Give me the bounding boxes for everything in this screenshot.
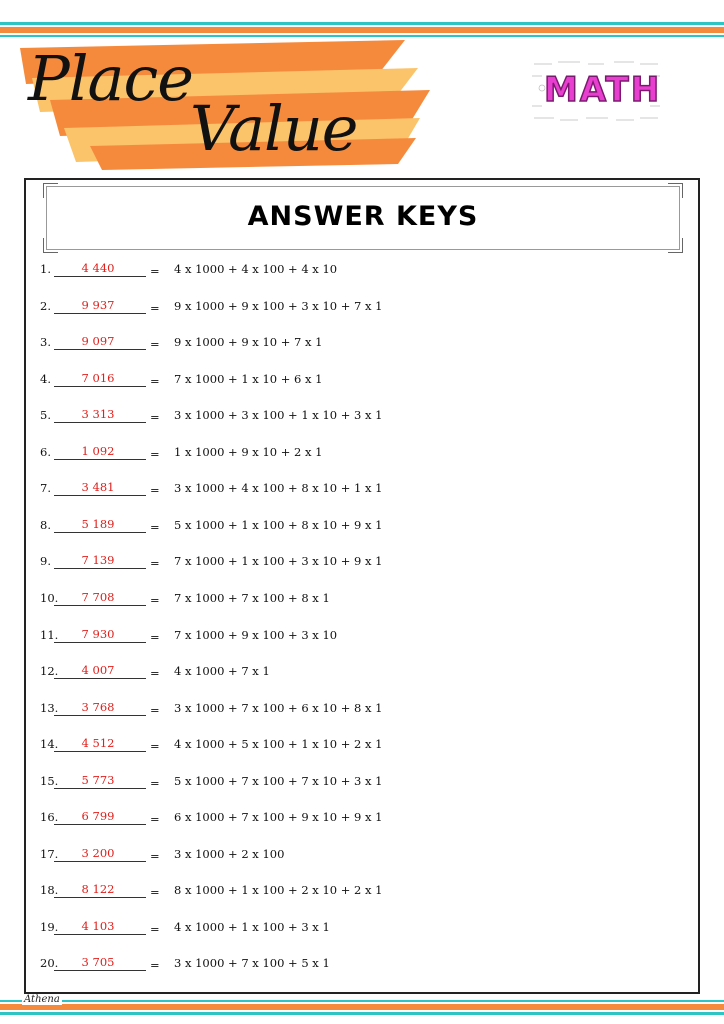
answer-row: [26, 514, 698, 538]
answer-row: [26, 916, 698, 940]
answer-blank: [54, 441, 146, 460]
item-number: 20.: [40, 956, 59, 971]
answer-value: 3 705: [81, 955, 115, 970]
answer-value: 4 007: [81, 663, 115, 678]
expanded-form: 5 x 1000 + 1 x 100 + 8 x 10 + 9 x 1: [174, 517, 383, 532]
item-number: 11.: [40, 627, 59, 642]
equals-sign: =: [150, 556, 160, 571]
expanded-form: 4 x 1000 + 4 x 100 + 4 x 10: [174, 262, 338, 276]
item-number: 2.: [40, 298, 51, 313]
answer-value: 9 097: [81, 334, 115, 349]
answer-value: 8 122: [81, 882, 115, 897]
item-number: 14.: [40, 737, 59, 752]
answer-blank: [54, 624, 146, 643]
answer-value: 7 708: [81, 589, 115, 604]
answer-row: [26, 624, 698, 648]
frame-corner-tr: [668, 183, 683, 198]
expanded-form: 8 x 1000 + 1 x 100 + 2 x 10 + 2 x 1: [174, 883, 383, 898]
equals-sign: =: [150, 885, 160, 900]
title-place: Place: [28, 42, 193, 115]
answer-row: [26, 441, 698, 465]
equals-sign: =: [150, 483, 160, 498]
answer-blank: [54, 879, 146, 898]
equals-sign: =: [150, 592, 160, 607]
answer-row: [26, 952, 698, 976]
answer-blank: [54, 477, 146, 496]
equals-sign: =: [150, 264, 160, 278]
equals-sign: =: [150, 921, 160, 936]
equals-sign: =: [150, 337, 160, 352]
frame-corner-tl: [43, 183, 58, 198]
answer-blank: [54, 295, 146, 314]
item-number: 5.: [40, 408, 51, 423]
expanded-form: 1 x 1000 + 9 x 10 + 2 x 1: [174, 444, 323, 459]
answer-row: [26, 843, 698, 867]
equals-sign: =: [150, 300, 160, 315]
equals-sign: =: [150, 410, 160, 425]
expanded-form: 4 x 1000 + 1 x 100 + 3 x 1: [174, 919, 330, 934]
answer-blank: [54, 660, 146, 679]
answer-row: [26, 879, 698, 903]
expanded-form: 3 x 1000 + 7 x 100 + 5 x 1: [174, 956, 330, 971]
item-number: 17.: [40, 846, 59, 861]
item-number: 12.: [40, 664, 59, 679]
expanded-form: 3 x 1000 + 3 x 100 + 1 x 10 + 3 x 1: [174, 408, 383, 423]
answer-blank: [54, 916, 146, 935]
item-number: 19.: [40, 919, 59, 934]
expanded-form: 3 x 1000 + 7 x 100 + 6 x 10 + 8 x 1: [174, 700, 383, 715]
item-number: 8.: [40, 517, 51, 532]
answer-blank: [54, 770, 146, 789]
answer-blank: [54, 404, 146, 423]
expanded-form: 5 x 1000 + 7 x 100 + 7 x 10 + 3 x 1: [174, 773, 383, 788]
item-number: 9.: [40, 554, 51, 569]
bottom-stripe-teal-thin: [0, 1012, 724, 1015]
top-stripe-teal: [0, 22, 724, 25]
answer-row: [26, 295, 698, 319]
answer-blank: [54, 587, 146, 606]
equals-sign: =: [150, 373, 160, 388]
item-number: 1.: [40, 262, 51, 276]
expanded-form: 3 x 1000 + 4 x 100 + 8 x 10 + 1 x 1: [174, 481, 383, 496]
answer-value: 3 200: [81, 845, 115, 860]
answer-value: 6 799: [81, 809, 115, 824]
answer-row: [26, 331, 698, 355]
answer-row: [26, 258, 698, 282]
item-number: 13.: [40, 700, 59, 715]
page-title: ANSWER KEYS: [247, 201, 479, 232]
answer-blank: [54, 806, 146, 825]
bottom-stripe-teal: [0, 1000, 724, 1002]
title-value: Value: [190, 92, 358, 165]
answer-value: 3 481: [81, 480, 115, 495]
answer-blank: [54, 550, 146, 569]
bottom-stripe-orange: [0, 1004, 724, 1010]
answer-row: [26, 477, 698, 501]
item-number: 4.: [40, 371, 51, 386]
answer-blank: [54, 733, 146, 752]
answer-value: 7 930: [81, 626, 115, 641]
page-header: [0, 38, 724, 170]
answer-row: [26, 770, 698, 794]
frame-corner-br: [668, 238, 683, 253]
expanded-form: 9 x 1000 + 9 x 100 + 3 x 10 + 7 x 1: [174, 298, 383, 313]
author-signature: Athena: [24, 994, 60, 1005]
item-number: 3.: [40, 335, 51, 350]
equals-sign: =: [150, 702, 160, 717]
expanded-form: 4 x 1000 + 5 x 100 + 1 x 10 + 2 x 1: [174, 737, 383, 752]
answer-value: 4 440: [81, 261, 115, 275]
expanded-form: 7 x 1000 + 9 x 100 + 3 x 10: [174, 627, 338, 642]
answer-row: [26, 404, 698, 428]
answer-value: 4 512: [81, 736, 115, 751]
item-number: 6.: [40, 444, 51, 459]
equals-sign: =: [150, 666, 160, 681]
expanded-form: 7 x 1000 + 1 x 10 + 6 x 1: [174, 371, 323, 386]
answer-row: [26, 550, 698, 574]
answer-value: 7 016: [81, 370, 115, 385]
equals-sign: =: [150, 848, 160, 863]
equals-sign: =: [150, 739, 160, 754]
item-number: 18.: [40, 883, 59, 898]
answer-blank: [54, 843, 146, 862]
item-number: 16.: [40, 810, 59, 825]
equals-sign: =: [150, 775, 160, 790]
item-number: 10.: [40, 590, 59, 605]
equals-sign: =: [150, 812, 160, 827]
expanded-form: 7 x 1000 + 1 x 100 + 3 x 10 + 9 x 1: [174, 554, 383, 569]
equals-sign: =: [150, 958, 160, 973]
answer-row: [26, 368, 698, 392]
answer-value: 1 092: [81, 443, 115, 458]
answer-blank: [54, 368, 146, 387]
equals-sign: =: [150, 629, 160, 644]
answer-value: 9 937: [81, 297, 115, 312]
answer-value: 4 103: [81, 918, 115, 933]
expanded-form: 6 x 1000 + 7 x 100 + 9 x 10 + 9 x 1: [174, 810, 383, 825]
expanded-form: 3 x 1000 + 2 x 100: [174, 846, 285, 861]
item-number: 15.: [40, 773, 59, 788]
answer-row: [26, 733, 698, 757]
answer-sheet: [24, 178, 700, 994]
answer-row: [26, 587, 698, 611]
answer-blank: [54, 952, 146, 971]
answer-blank: [54, 258, 146, 277]
equals-sign: =: [150, 519, 160, 534]
top-stripe-orange: [0, 27, 724, 33]
expanded-form: 4 x 1000 + 7 x 1: [174, 664, 270, 679]
top-stripe-teal-thin: [0, 35, 724, 37]
item-number: 7.: [40, 481, 51, 496]
expanded-form: 7 x 1000 + 7 x 100 + 8 x 1: [174, 590, 330, 605]
answer-value: 3 768: [81, 699, 115, 714]
answer-value: 3 313: [81, 407, 115, 422]
answer-blank: [54, 514, 146, 533]
equals-sign: =: [150, 446, 160, 461]
answer-blank: [54, 697, 146, 716]
answer-row: [26, 697, 698, 721]
heading-frame: [46, 186, 680, 250]
frame-corner-bl: [43, 238, 58, 253]
answer-value: 5 773: [81, 772, 115, 787]
math-badge-label: MATH: [544, 70, 662, 110]
answer-value: 5 189: [81, 516, 115, 531]
answer-value: 7 139: [81, 553, 115, 568]
answer-row: [26, 806, 698, 830]
answer-blank: [54, 331, 146, 350]
math-badge: [530, 56, 662, 126]
answer-row: [26, 660, 698, 684]
expanded-form: 9 x 1000 + 9 x 10 + 7 x 1: [174, 335, 323, 350]
